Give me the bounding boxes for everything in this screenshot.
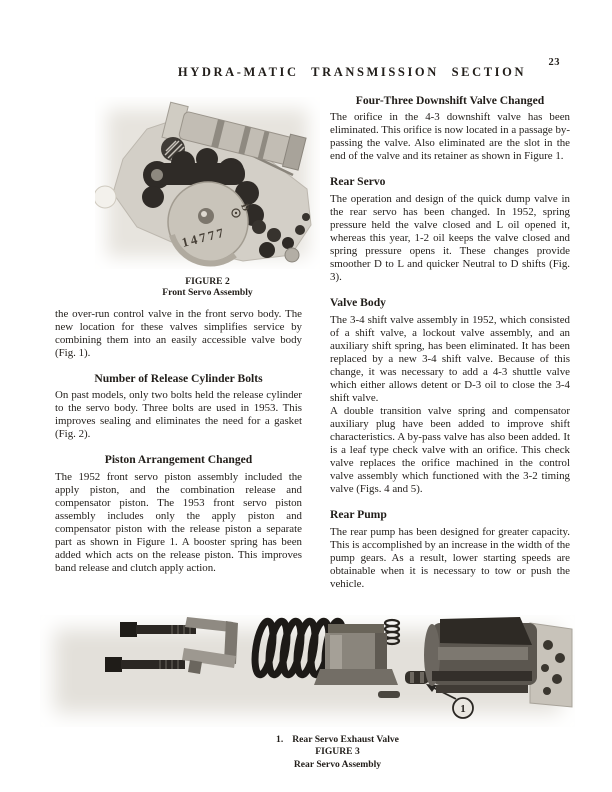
exhaust-valve-illustration xyxy=(405,671,429,684)
heading-number-of-release-cylinder-bolts: Number of Release Cylinder Bolts xyxy=(94,371,263,385)
paragraph-valve-body-1: The 3-4 shift valve assembly in 1952, which consisted of a shift valve, a lockout valve assembly, and an auxiliary shift spring, has been eliminated. It has been replaced by a new 3-4 shift valve. Because of this change, it was necessary to add a 4-3 shuttle valve which either allows detent or D-3 oil to close the 3-4 shift valve. xyxy=(330,313,570,404)
rear-servo-assembly-illustration xyxy=(40,615,575,727)
figure-3-legend xyxy=(70,734,605,747)
paragraph-continuation: the over-run control valve in the front servo body. The new location for these valves simplifies service by combining them into an easily accessible valve body (Fig. 1). xyxy=(55,307,302,359)
front-servo-assembly-illustration xyxy=(95,97,320,269)
drum-letter: D xyxy=(238,201,251,213)
figure-2-title: Front Servo Assembly xyxy=(162,287,253,298)
figure-3-photo xyxy=(40,615,575,727)
page-title: HYDRA-MATIC TRANSMISSION SECTION xyxy=(177,65,527,79)
figure-3-caption xyxy=(70,734,605,772)
paragraph-valve-body-2: A double transition valve spring and compensator auxiliary plug have been added to improve shift characteristics. A by-pass valve has also been added. It is a leaf type check valve with an orifice. This check valve replaces the orifice machined in the control valve assembly which functioned with the 3-2 timing valve (Figs. 4 and 5). xyxy=(330,404,570,495)
drum-part-number: 14777 xyxy=(180,223,228,250)
figure-3-label: FIGURE 3 xyxy=(315,746,360,757)
paragraph-piston-arrangement: The 1952 front servo piston assembly included the apply piston, and the combination release and compensator piston. The 1953 front servo piston assembly includes only the apply piston and compensator piston with the release piston a separate part as shown in Figure 1. A booster spring has been added which acts on the release piston. This improves band release and clutch apply action. xyxy=(55,471,302,574)
heading-four-three-downshift-valve: Four-Three Downshift Valve Changed xyxy=(355,93,545,107)
pin-illustration xyxy=(378,691,400,698)
heading-valve-body: Valve Body xyxy=(330,296,386,309)
linkage-hole-highlight xyxy=(151,169,163,181)
figure-2-photo xyxy=(95,97,320,269)
figure-3-title: Rear Servo Assembly xyxy=(293,758,382,770)
paragraph-release-cylinder-bolts: On past models, only two bolts held the release cylinder to the servo body. Three bolts are used in 1953. This improves sealing and eliminates the need for a gasket (Fig. 2). xyxy=(55,389,302,441)
figure-2-caption xyxy=(95,276,320,299)
page-number: 23 xyxy=(548,57,560,68)
bracket-illustration xyxy=(182,617,238,674)
callout-1-label: 1 xyxy=(460,702,466,715)
heading-rear-pump: Rear Pump xyxy=(330,507,387,521)
paragraph-downshift-valve: The orifice in the 4-3 downshift valve has been eliminated. This orifice is now located in a passage by-passing the valve. Also eliminated are the slot in the end of the valve and its retainer as shown in Figure 1. xyxy=(330,111,570,163)
bolt-illustration-top xyxy=(120,622,196,637)
figure-2-label: FIGURE 2 xyxy=(185,275,230,287)
callout-1-badge xyxy=(453,698,473,718)
figure-3-legend-text: Rear Servo Exhaust Valve xyxy=(292,733,399,745)
heading-rear-servo: Rear Servo xyxy=(330,175,386,189)
heading-piston-arrangement-changed: Piston Arrangement Changed xyxy=(104,453,253,467)
left-column xyxy=(55,95,302,586)
figure-3-legend-number: 1. xyxy=(276,733,284,745)
two-column-layout xyxy=(0,79,612,601)
bolt-illustration-bottom xyxy=(105,657,185,672)
figure-3-block xyxy=(40,615,575,772)
right-column xyxy=(330,95,570,601)
paragraph-rear-pump: The rear pump has been designed for greater capacity. This is accomplished by an increase in the width of the pump gears. As a result, lower starting speeds are obtainable when it is necessary to tow or push the vehicle. xyxy=(330,525,570,590)
bore-hole xyxy=(95,186,116,208)
paragraph-rear-servo: The operation and design of the quick dump valve in the rear servo has been changed. In 1952, spring pressure held the valve closed and L oil opened it, whereas this year, 1-2 oil keeps the valve closed and spring pressure opens it. These changes provide smoother D to L and quicker Neutral to D shifts (Fig. 3). xyxy=(330,193,570,283)
